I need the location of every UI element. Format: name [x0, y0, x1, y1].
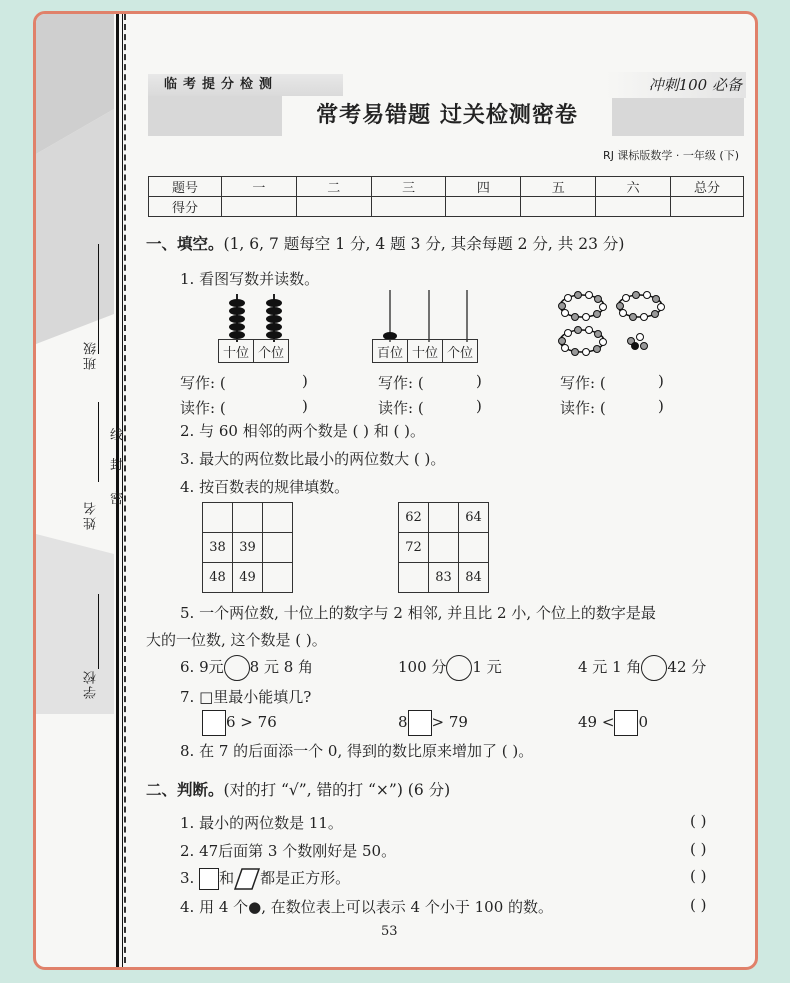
answer-paren[interactable]: ( ) — [690, 867, 707, 885]
q7c-right: 0 — [638, 713, 648, 731]
abacus1-place-table — [218, 339, 289, 363]
s1-q6-a — [180, 655, 313, 681]
read-paren-1: ) — [302, 397, 308, 415]
write-label-3: 写作: ( — [560, 374, 606, 392]
grid-cell[interactable] — [459, 533, 489, 563]
q6b-left: 100 分 — [398, 658, 447, 676]
read-label-2: 读作: ( — [378, 399, 424, 417]
s2-q2: 2. 47后面第 3 个数刚好是 50。 — [180, 842, 397, 860]
q6a-left: 9元 — [199, 658, 224, 676]
score-cell[interactable] — [446, 197, 521, 217]
q6c-right: 42 分 — [667, 658, 707, 676]
s1-q5-line1: 5. 一个两位数, 十位上的数字与 2 相邻, 并且比 2 小, 个位上的数字是最 — [180, 604, 656, 622]
series-label: 临考提分检测 — [148, 74, 343, 96]
section1-title — [146, 232, 624, 254]
section1-note: (1, 6, 7 题每空 1 分, 4 题 3 分, 其余每题 2 分, 共 23 分) — [223, 235, 625, 253]
score-header-cell: 一 — [222, 177, 297, 197]
seal-char-xian: 线 — [110, 428, 124, 443]
score-row-label: 得分 — [149, 197, 222, 217]
q3-number: 3. — [180, 869, 195, 887]
score-header-cell: 二 — [296, 177, 371, 197]
score-cell[interactable] — [222, 197, 297, 217]
abacus2-place-table — [372, 339, 478, 363]
section2-title — [146, 778, 450, 800]
grid-cell: 64 — [459, 503, 489, 533]
q6-number: 6. — [180, 658, 195, 676]
compare-circle[interactable] — [641, 655, 667, 681]
q3-end: 都是正方形。 — [260, 869, 351, 887]
s2-q3 — [180, 867, 350, 890]
compare-circle[interactable] — [446, 655, 472, 681]
seal-char-mi: 密 — [110, 492, 124, 507]
grid-cell[interactable] — [233, 503, 263, 533]
answer-box[interactable] — [408, 710, 432, 736]
hundred-grid-a — [202, 502, 293, 593]
q6b-right: 1 元 — [472, 658, 502, 676]
score-cell[interactable] — [521, 197, 596, 217]
s1-q5-line2: 大的一位数, 这个数是 ( )。 — [146, 631, 327, 649]
write-label-2: 写作: ( — [378, 374, 424, 392]
s2-q4: 4. 用 4 个●, 在数位表上可以表示 4 个小于 100 的数。 — [180, 898, 554, 916]
place-label: 十位 — [408, 340, 443, 363]
score-cell[interactable] — [596, 197, 671, 217]
main-title: 常考易错题 过关检测密卷 — [282, 96, 612, 136]
binding-margin-shade — [36, 14, 114, 714]
s1-q4: 4. 按百数表的规律填数。 — [180, 478, 350, 496]
answer-paren[interactable]: ( ) — [690, 896, 707, 914]
square-shape-icon — [199, 868, 219, 890]
page-number: 53 — [381, 924, 398, 939]
section1-heading: 一、填空。 — [146, 234, 224, 253]
place-label: 个位 — [254, 340, 289, 363]
q7b-left: 8 — [398, 713, 408, 731]
edition-label: RJ 课标版数学 · 一年级 (下) — [603, 149, 739, 162]
name-label: 姓名 — [84, 500, 99, 530]
class-blank-line — [98, 244, 99, 354]
section2-note: (对的打 “√”, 错的打 “×”) (6 分) — [223, 781, 451, 799]
s1-q1: 1. 看图写数并读数。 — [180, 270, 320, 288]
score-table — [148, 176, 744, 217]
seal-char-feng: 封 — [110, 458, 124, 473]
s1-q8: 8. 在 7 的后面添一个 0, 得到的数比原来增加了 ( )。 — [180, 742, 534, 760]
grid-cell: 48 — [203, 563, 233, 593]
s1-q6-b — [398, 655, 502, 681]
school-blank-line — [98, 594, 99, 669]
score-header-cell: 五 — [521, 177, 596, 197]
write-label-1: 写作: ( — [180, 374, 226, 392]
q3-and: 和 — [219, 869, 235, 887]
s1-q3: 3. 最大的两位数比最小的两位数大 ( )。 — [180, 450, 446, 468]
grid-cell[interactable] — [399, 563, 429, 593]
s1-q2: 2. 与 60 相邻的两个数是 ( ) 和 ( )。 — [180, 422, 425, 440]
answer-box[interactable] — [202, 710, 226, 736]
s1-q7-b — [398, 710, 468, 736]
q7b-right: > 79 — [431, 713, 468, 731]
read-paren-2: ) — [476, 397, 482, 415]
place-label: 百位 — [373, 340, 408, 363]
grid-cell: 38 — [203, 533, 233, 563]
s1-q7-c — [578, 710, 648, 736]
hundred-grid-b — [398, 502, 489, 593]
score-header-cell: 四 — [446, 177, 521, 197]
write-paren-1: ) — [302, 372, 308, 390]
score-header-cell: 总分 — [671, 177, 744, 197]
grid-cell: 83 — [429, 563, 459, 593]
s2-q1: 1. 最小的两位数是 11。 — [180, 814, 343, 832]
score-header-cell: 题号 — [149, 177, 222, 197]
class-label: 班级 — [84, 340, 99, 370]
school-label: 学校 — [84, 669, 99, 699]
read-paren-3: ) — [658, 397, 664, 415]
score-cell[interactable] — [371, 197, 446, 217]
grid-cell[interactable] — [263, 533, 293, 563]
score-cell[interactable] — [296, 197, 371, 217]
exam-page — [33, 11, 758, 970]
abacus-hundreds-icon — [372, 290, 486, 342]
score-header-cell: 三 — [371, 177, 446, 197]
compare-circle[interactable] — [224, 655, 250, 681]
q7a-right: 6 > 76 — [226, 713, 277, 731]
grid-cell: 49 — [233, 563, 263, 593]
answer-paren[interactable]: ( ) — [690, 812, 707, 830]
brand-tag: 冲刺100 必备 — [606, 72, 746, 98]
s1-q6-c — [578, 655, 706, 681]
cut-line — [124, 14, 126, 970]
answer-paren[interactable]: ( ) — [690, 840, 707, 858]
q6a-right: 8 元 8 角 — [249, 658, 314, 676]
place-label: 十位 — [219, 340, 254, 363]
read-label-3: 读作: ( — [560, 399, 606, 417]
s1-q7: 7. □里最小能填几? — [180, 688, 312, 706]
grid-cell: 39 — [233, 533, 263, 563]
read-label-1: 读作: ( — [180, 399, 226, 417]
write-paren-2: ) — [476, 372, 482, 390]
score-header-cell: 六 — [596, 177, 671, 197]
grid-cell[interactable] — [203, 503, 233, 533]
q7c-left: 49 < — [578, 713, 615, 731]
q6c-left: 4 元 1 角 — [578, 658, 642, 676]
write-paren-3: ) — [658, 372, 664, 390]
answer-box[interactable] — [614, 710, 638, 736]
bead-rings-icon — [556, 286, 668, 358]
name-blank-line — [98, 402, 99, 482]
grid-cell: 62 — [399, 503, 429, 533]
grid-cell[interactable] — [263, 503, 293, 533]
grid-cell[interactable] — [429, 503, 459, 533]
score-cell[interactable] — [671, 197, 744, 217]
place-label: 个位 — [443, 340, 478, 363]
section2-heading: 二、判断。 — [146, 780, 224, 799]
abacus-tens-ones-icon — [218, 294, 298, 342]
grid-cell[interactable] — [263, 563, 293, 593]
grid-cell: 84 — [459, 563, 489, 593]
parallelogram-shape-icon — [234, 868, 260, 890]
s1-q7-a — [202, 710, 277, 736]
grid-cell[interactable] — [429, 533, 459, 563]
grid-cell: 72 — [399, 533, 429, 563]
